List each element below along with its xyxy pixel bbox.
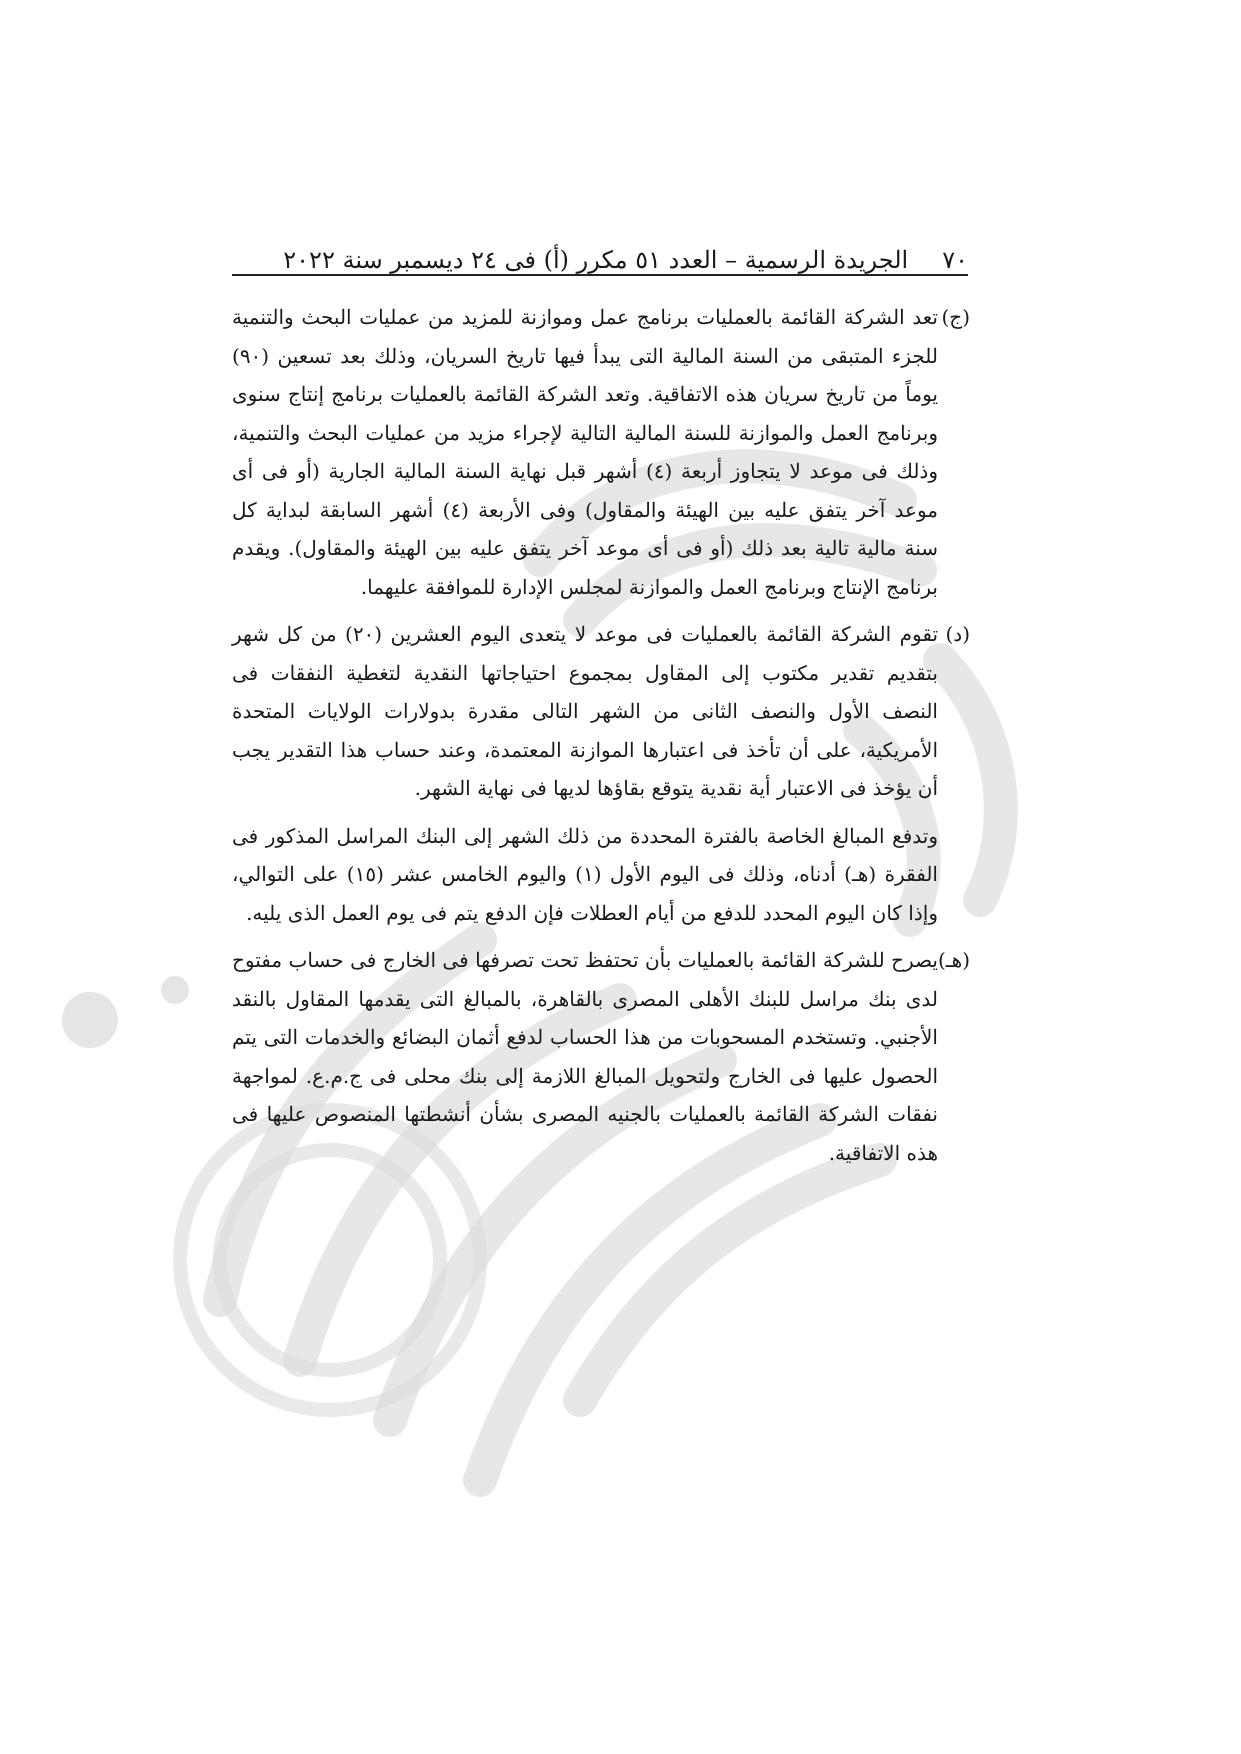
paragraph-d [232,615,970,808]
page-header [232,228,968,276]
paragraph-marker: (هـ) [937,948,970,972]
document-body [232,298,970,1181]
paragraph-marker: (ج) [941,305,970,329]
paragraph-text: تقوم الشركة القائمة بالعمليات فى موعد لا يتعدى اليوم العشرين (٢٠) من كل شهر بتقديم تقدير مكتوب إلى المقاول بمجموع احتياجاتها النقدية لتغطية النفقات فى النصف الأول والنصف الثانى من الشهر التالى مقدرة بدولارات الولايات المتحدة الأمريكية، على أن تأخذ فى اعتبارها الموازنة المعتمدة، وعند حساب هذا التقدير يجب أن يؤخذ فى الاعتبار أية نقدية يتوقع بقاؤها لديها فى نهاية الشهر. [232,622,939,800]
gazette-header-title: الجريدة الرسمية – العدد ٥١ مكرر (أ) فى ٢٤ ديسمبر سنة ٢٠٢٢ [283,246,909,274]
paragraph-text: تعد الشركة القائمة بالعمليات برنامج عمل وموازنة للمزيد من عمليات البحث والتنمية للجزء المتبقى من السنة المالية التى يبدأ فيها تاريخ السريان، وذلك بعد تسعين (٩٠) يوماً من تاريخ سريان هذه الاتفاقية. وتعد الشركة القائمة بالعمليات برنامج إنتاج سنوى وبرنامج العمل والموازنة للسنة المالية التالية لإجراء مزيد من عمليات البحث والتنمية، وذلك فى موعد لا يتجاوز أربعة (٤) أشهر قبل نهاية السنة المالية الجارية (أو فى أى موعد آخر يتفق عليه بين الهيئة والمقاول) وفى الأربعة (٤) أشهر السابقة لبداية كل سنة مالية تالية بعد ذلك (أو فى أى موعد آخر يتفق عليه بين الهيئة والمقاول). ويقدم برنامج الإنتاج وبرنامج العمل والموازنة لمجلس الإدارة للموافقة عليهما. [232,305,939,599]
paragraph-marker: (د) [945,622,971,646]
paragraph-h [232,941,970,1172]
paragraph-text: وتدفع المبالغ الخاصة بالفترة المحددة من ذلك الشهر إلى البنك المراسل المذكور فى الفقرة (هـ) أدناه، وذلك فى اليوم الأول (١) واليوم الخامس عشر (١٥) على التوالي، وإذا كان اليوم المحدد للدفع من أيام العطلات فإن الدفع يتم فى يوم العمل الذى يليه. [232,823,938,925]
page-number: ٧٠ [942,246,968,274]
paragraph-c [232,298,970,606]
paragraph-text: يصرح للشركة القائمة بالعمليات بأن تحتفظ تحت تصرفها فى الخارج فى حساب مفتوح لدى بنك مراسل للبنك الأهلى المصرى بالقاهرة، بالمبالغ التى يقدمها المقاول بالنقد الأجنبي. وتستخدم المسحوبات من هذا الحساب لدفع أثمان البضائع والخدمات التى يتم الحصول عليها فى الخارج ولتحويل المبالغ اللازمة إلى بنك محلى فى ج.م.ع. لمواجهة نفقات الشركة القائمة بالعمليات بالجنيه المصرى بشأن أنشطتها المنصوص عليها فى هذه الاتفاقية. [232,948,938,1165]
paragraph-d-continuation [232,817,970,933]
